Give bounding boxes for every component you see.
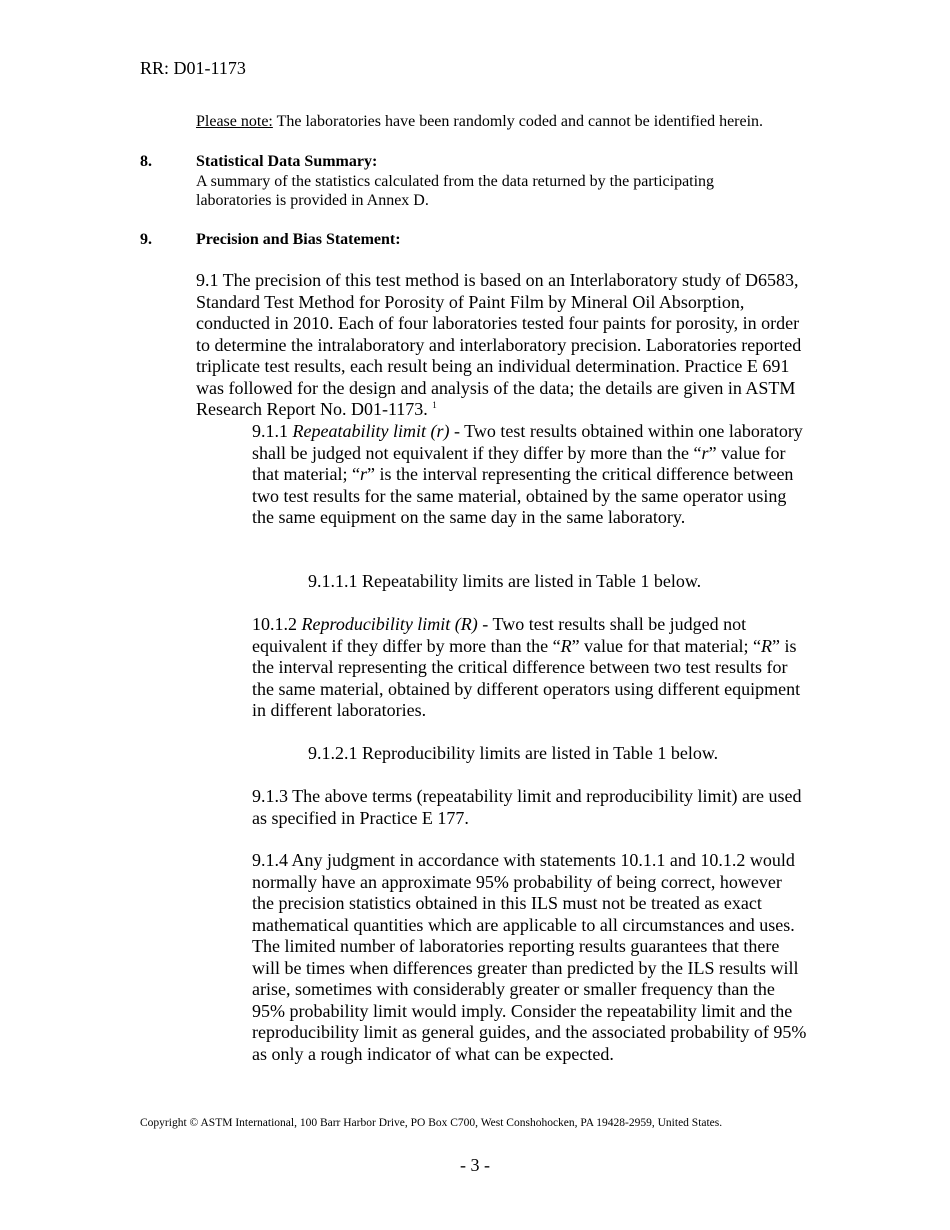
note-label: Please note: [196, 113, 273, 130]
section-8-title: Statistical Data Summary: [196, 153, 378, 170]
paragraph-9-1-1 [252, 421, 807, 529]
paragraph-10-1-2-text-b: ” value for that material; “ [571, 635, 761, 656]
paragraph-10-1-2-number: 10.1.2 [252, 614, 302, 634]
footnote-marker: 1 [432, 400, 437, 410]
reproducibility-term: Reproducibility limit (R) [301, 614, 478, 634]
section-8-number: 8. [140, 153, 152, 170]
report-id-header: RR: D01-1173 [140, 58, 246, 78]
paragraph-10-1-2-text-c: ” is the interval representing the critical difference between two test results for the same material, obtained by different operators using different equipment in different laboratories. [252, 635, 801, 720]
symbol-R: R [760, 635, 772, 656]
paragraph-9-1-1-1: 9.1.1.1 Repeatability limits are listed in Table 1 below. [308, 571, 702, 591]
paragraph-9-1-4: 9.1.4 Any judgment in accordance with statements 10.1.1 and 10.1.2 would normally have an approximate 95% probability of being correct, however the precision statistics obtained in this ILS must not be treated as exact mathematical quantities which are applicable to all circumstances and uses. The limited number of laboratories reporting results guarantees that there will be times when differences greater than predicted by the ILS results will arise, sometimes with considerably greater or smaller frequency than the 95% probability limit would imply. Consider the repeatability limit and the reproducibility limit as general guides, and the associated probability of 95% as only a rough indicator of what can be expected. [252, 850, 807, 1064]
paragraph-9-1-1-text-b: ” value for that material; “ [252, 442, 786, 484]
paragraph-9-1 [196, 270, 806, 421]
paragraph-9-1-1-text-a: - Two test results obtained within one laboratory shall be judged not equivalent if they differ by more than the “ [252, 421, 803, 463]
copyright-notice: Copyright © ASTM International, 100 Barr Harbor Drive, PO Box C700, West Conshohocken, PA 19428-2959, United States. [140, 1117, 723, 1129]
note-text: The laboratories have been randomly coded and cannot be identified herein. [272, 113, 764, 130]
paragraph-9-1-text: 9.1 The precision of this test method is based on an Interlaboratory study of D6583, Standard Test Method for Porosity of Paint Film by Mineral Oil Absorption, conducted in 2010. Each of four laboratories tested four paints for porosity, in order to determine the intralaboratory and interlaboratory precision. Laboratories reported triplicate test results, each result being an individual determination. Practice E 691 was followed for the design and analysis of the data; the details are given in ASTM Research Report No. D01-1173. [196, 270, 802, 419]
page-number: - 3 - [460, 1155, 490, 1175]
paragraph-10-1-2-text-a: - Two test results shall be judged not equivalent if they differ by more than the “ [252, 614, 747, 656]
repeatability-term: Repeatability limit (r) [292, 421, 450, 441]
laboratory-note [196, 113, 763, 131]
symbol-r: r [701, 442, 709, 463]
paragraph-9-1-1-number: 9.1.1 [252, 421, 293, 441]
symbol-r: r [359, 464, 367, 484]
paragraph-10-1-2 [252, 614, 807, 722]
paragraph-9-1-3: 9.1.3 The above terms (repeatability limit and reproducibility limit) are used as specified in Practice E 177. [252, 786, 802, 828]
section-8-body: A summary of the statistics calculated from the data returned by the participating laboratories is provided in Annex D. [196, 173, 715, 209]
paragraph-9-1-1-text-c: ” is the interval representing the critical difference between two test results for the same material, obtained by the same operator using the same equipment on the same day in the same laboratory. [252, 464, 794, 527]
symbol-R: R [560, 635, 572, 656]
paragraph-9-1-2-1: 9.1.2.1 Reproducibility limits are listed in Table 1 below. [308, 743, 719, 763]
section-9-number: 9. [140, 231, 152, 248]
section-9-title: Precision and Bias Statement: [196, 231, 401, 248]
